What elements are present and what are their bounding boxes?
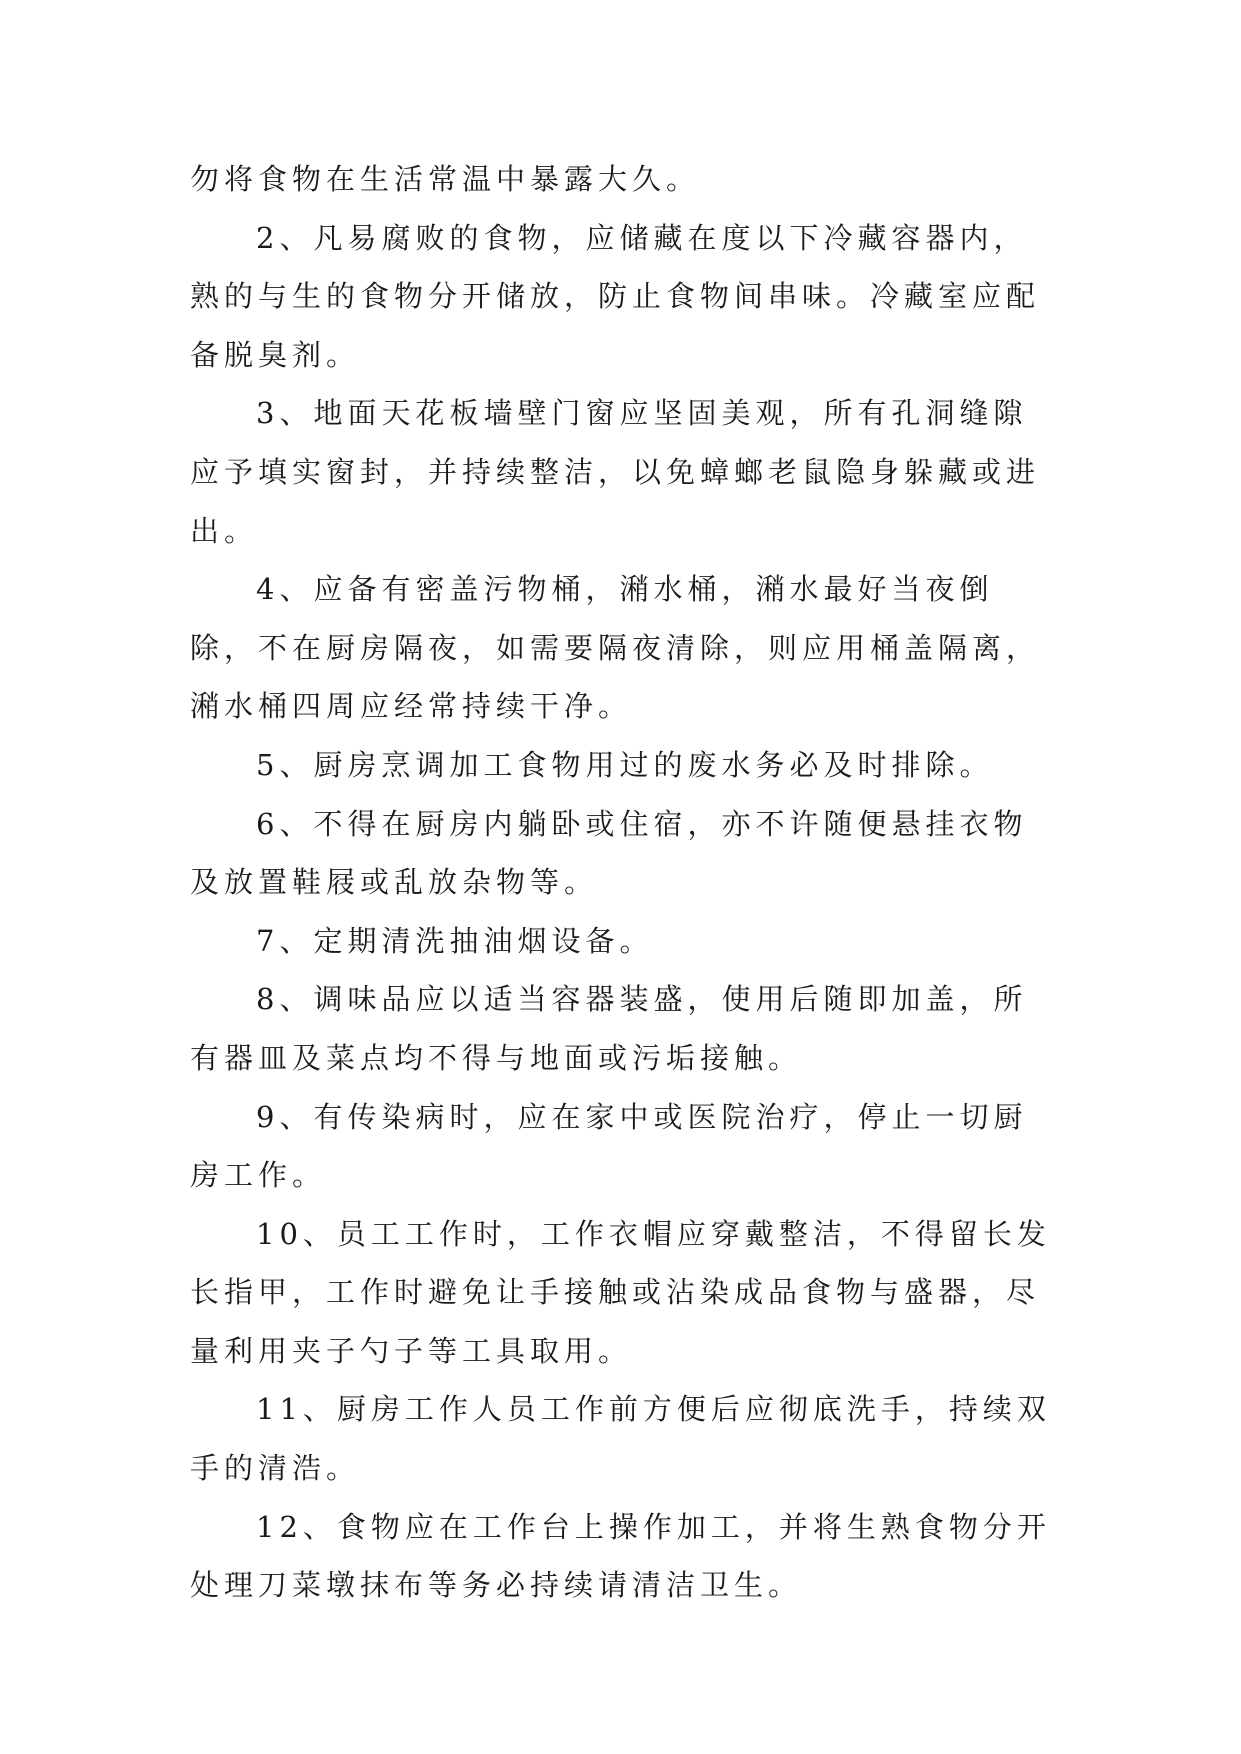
paragraph-rule-5: 5、厨房烹调加工食物用过的废水务必及时排除。	[256, 747, 994, 782]
paragraph-rule-6: 6、不得在厨房内躺卧或住宿，亦不许随便悬挂衣物及放置鞋屐或乱放杂物等。	[190, 806, 1028, 900]
paragraph-rule-12: 12、食物应在工作台上操作加工，并将生熟食物分开处理刀菜墩抹布等务必持续请清洁卫生。	[190, 1509, 1051, 1603]
paragraph-rule-10: 10、员工工作时，工作衣帽应穿戴整洁，不得留长发长指甲，工作时避免让手接触或沾染成品食物与盛器，尽量利用夹子勺子等工具取用。	[190, 1216, 1051, 1368]
paragraph-rule-3: 3、地面天花板墙壁门窗应坚固美观，所有孔洞缝隙应予填实窗封，并持续整洁，以免蟑螂老鼠隐身躲藏或进出。	[190, 396, 1041, 548]
paragraph-rule-9: 9、有传染病时，应在家中或医院治疗，停止一切厨房工作。	[190, 1099, 1028, 1193]
paragraph-rule-8: 8、调味品应以适当容器装盛，使用后随即加盖，所有器皿及菜点均不得与地面或污垢接触。	[190, 982, 1028, 1075]
paragraph-rule-2: 2、凡易腐败的食物，应储藏在度以下冷藏容器内，熟的与生的食物分开储放，防止食物间串味。冷藏室应配备脱臭剂。	[190, 220, 1041, 372]
document-body	[190, 150, 1060, 1615]
paragraph-continuation: 勿将食物在生活常温中暴露大久。	[190, 162, 701, 196]
paragraph-rule-4: 4、应备有密盖污物桶，潲水桶，潲水最好当夜倒除，不在厨房隔夜，如需要隔夜清除，则应用桶盖隔离，潲水桶四周应经常持续干净。	[190, 572, 1041, 724]
paragraph-rule-7: 7、定期清洗抽油烟设备。	[256, 923, 654, 958]
paragraph-rule-11: 11、厨房工作人员工作前方便后应彻底洗手，持续双手的清浩。	[190, 1392, 1051, 1486]
